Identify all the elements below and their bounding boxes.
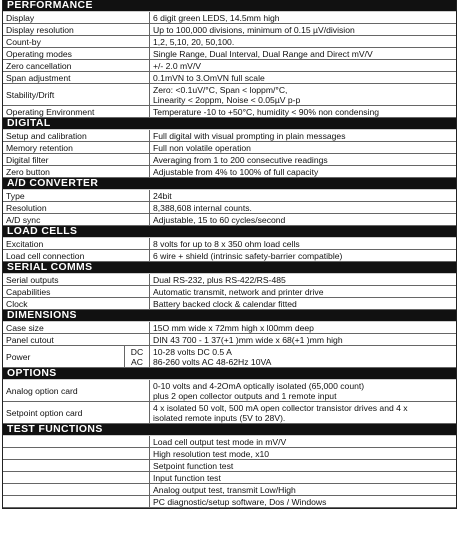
specification-table bbox=[2, 0, 457, 509]
spec-value: 6 wire + shield (intrinsic safety-barrier compatible) bbox=[153, 250, 343, 261]
spec-value-cell bbox=[150, 436, 456, 447]
spec-label: Capabilities bbox=[3, 286, 150, 297]
spec-value: Averaging from 1 to 200 consecutive readings bbox=[153, 154, 328, 165]
spec-value: 10-28 volts DC 0.5 A bbox=[153, 346, 232, 357]
spec-value-cell bbox=[150, 142, 456, 153]
spec-label: Setpoint option card bbox=[3, 402, 150, 423]
spec-value: DIN 43 700 - 1 37(+1 )mm wide x 68(+1 )mm high bbox=[153, 334, 343, 345]
spec-label: Clock bbox=[3, 298, 150, 309]
spec-value: +/- 2.0 mV/V bbox=[153, 60, 201, 71]
spec-value-cell bbox=[150, 214, 456, 225]
spec-row bbox=[3, 496, 456, 508]
spec-label: Operating Environment bbox=[3, 106, 150, 117]
spec-row bbox=[3, 472, 456, 484]
spec-row bbox=[3, 448, 456, 460]
spec-value-cell bbox=[150, 84, 456, 105]
spec-row bbox=[3, 238, 456, 250]
spec-value-cell bbox=[150, 448, 456, 459]
spec-value: Dual RS-232, plus RS-422/RS-485 bbox=[153, 274, 286, 285]
spec-value: 4 x isolated 50 volt, 500 mA open collector transistor drives and 4 x bbox=[153, 402, 408, 413]
spec-row bbox=[3, 380, 456, 402]
spec-value-cell bbox=[150, 190, 456, 201]
spec-sublabel: DC bbox=[130, 346, 144, 357]
spec-value: Load cell output test mode in mV/V bbox=[153, 436, 287, 447]
spec-label: Type bbox=[3, 190, 150, 201]
spec-value: Temperature -10 to +50°C, humidity < 90% non condensing bbox=[153, 106, 380, 117]
spec-row bbox=[3, 72, 456, 84]
spec-value: 6 digit green LEDS, 14.5mm high bbox=[153, 12, 280, 23]
spec-value: High resolution test mode, x10 bbox=[153, 448, 270, 459]
spec-value-cell bbox=[150, 202, 456, 213]
spec-value: Zero: <0.1uV/°C, Span < loppm/°C, bbox=[153, 84, 288, 95]
spec-label bbox=[3, 460, 150, 471]
spec-value: Full non volatile operation bbox=[153, 142, 251, 153]
spec-label: Power bbox=[6, 351, 31, 362]
spec-value-cell bbox=[150, 298, 456, 309]
spec-row bbox=[3, 286, 456, 298]
spec-row bbox=[3, 12, 456, 24]
spec-label: Operating modes bbox=[3, 48, 150, 59]
spec-row bbox=[3, 484, 456, 496]
spec-row bbox=[3, 36, 456, 48]
spec-value: Battery backed clock & calendar fitted bbox=[153, 298, 297, 309]
spec-row bbox=[3, 334, 456, 346]
spec-row bbox=[3, 436, 456, 448]
spec-value: Adjustable, 15 to 60 cycles/second bbox=[153, 214, 286, 225]
spec-value-cell bbox=[150, 154, 456, 165]
spec-value: 8,388,608 internal counts. bbox=[153, 202, 252, 213]
spec-value: 15O mm wide x 72mm high x l00mm deep bbox=[153, 322, 314, 333]
spec-value: Single Range, Dual Interval, Dual Range and Direct mV/V bbox=[153, 48, 373, 59]
spec-label: Panel cutout bbox=[3, 334, 150, 345]
spec-row bbox=[3, 142, 456, 154]
spec-row bbox=[3, 274, 456, 286]
section-header: PERFORMANCE bbox=[3, 0, 456, 12]
spec-value-cell bbox=[150, 274, 456, 285]
spec-row bbox=[3, 298, 456, 310]
spec-label: Span adjustment bbox=[3, 72, 150, 83]
spec-label: Setup and calibration bbox=[3, 130, 150, 141]
section-header: A/D CONVERTER bbox=[3, 178, 456, 190]
spec-value-cell bbox=[150, 322, 456, 333]
spec-row bbox=[3, 190, 456, 202]
section-header: OPTIONS bbox=[3, 368, 456, 380]
spec-row bbox=[3, 460, 456, 472]
spec-label: Load cell connection bbox=[3, 250, 150, 261]
spec-row bbox=[3, 402, 456, 424]
spec-label: Analog option card bbox=[3, 380, 150, 401]
spec-value: Up to 100,000 divisions, minimum of 0.15 µV/division bbox=[153, 24, 355, 35]
spec-label: Serial outputs bbox=[3, 274, 150, 285]
spec-value-cell bbox=[150, 334, 456, 345]
spec-label: A/D sync bbox=[3, 214, 150, 225]
spec-value-cell bbox=[150, 496, 456, 507]
spec-value-cell bbox=[150, 238, 456, 249]
spec-label: Digital filter bbox=[3, 154, 150, 165]
spec-row bbox=[3, 154, 456, 166]
spec-value: isolated remote inputs (5V to 28V). bbox=[153, 412, 286, 423]
spec-value: plus 2 open collector outputs and 1 remote input bbox=[153, 390, 337, 401]
spec-label: Resolution bbox=[3, 202, 150, 213]
spec-label: Display bbox=[3, 12, 150, 23]
spec-label-cell bbox=[3, 346, 150, 367]
spec-row bbox=[3, 202, 456, 214]
spec-row bbox=[3, 346, 456, 368]
section-header: LOAD CELLS bbox=[3, 226, 456, 238]
spec-value-cell bbox=[150, 484, 456, 495]
spec-value: Adjustable from 4% to 100% of full capacity bbox=[153, 166, 319, 177]
spec-label: Count-by bbox=[3, 36, 150, 47]
spec-row bbox=[3, 24, 456, 36]
spec-value-cell bbox=[150, 72, 456, 83]
spec-value-cell bbox=[150, 130, 456, 141]
spec-row bbox=[3, 250, 456, 262]
spec-row bbox=[3, 106, 456, 118]
spec-value: 8 volts for up to 8 x 350 ohm load cells bbox=[153, 238, 300, 249]
spec-value-cell bbox=[150, 48, 456, 59]
spec-label bbox=[3, 448, 150, 459]
spec-value-cell bbox=[150, 460, 456, 471]
spec-row bbox=[3, 48, 456, 60]
spec-label: Stability/Drift bbox=[3, 84, 150, 105]
spec-value: Setpoint function test bbox=[153, 460, 234, 471]
spec-value-cell bbox=[150, 250, 456, 261]
spec-value: Automatic transmit, network and printer drive bbox=[153, 286, 324, 297]
spec-sublabel-cell bbox=[124, 346, 149, 367]
spec-sublabel: AC bbox=[131, 356, 143, 367]
spec-value: 86-260 volts AC 48-62Hz 10VA bbox=[153, 356, 272, 367]
spec-value-cell bbox=[150, 36, 456, 47]
spec-label: Zero button bbox=[3, 166, 150, 177]
spec-value: Analog output test, transmit Low/High bbox=[153, 484, 296, 495]
spec-value: 0-10 volts and 4-2OmA optically isolated (65,000 count) bbox=[153, 380, 365, 391]
spec-value: 1,2, 5,10, 20, 50,100. bbox=[153, 36, 235, 47]
section-header: SERIAL COMMS bbox=[3, 262, 456, 274]
spec-value: PC diagnostic/setup software, Dos / Windows bbox=[153, 496, 327, 507]
spec-label bbox=[3, 484, 150, 495]
spec-label bbox=[3, 496, 150, 507]
spec-label: Memory retention bbox=[3, 142, 150, 153]
spec-value-cell bbox=[150, 12, 456, 23]
spec-label bbox=[3, 436, 150, 447]
spec-value-cell bbox=[150, 24, 456, 35]
section-header: TEST FUNCTIONS bbox=[3, 424, 456, 436]
spec-row bbox=[3, 322, 456, 334]
section-header: DIGITAL bbox=[3, 118, 456, 130]
spec-value-cell bbox=[150, 380, 456, 401]
spec-value-cell bbox=[150, 60, 456, 71]
spec-value-cell bbox=[150, 106, 456, 117]
spec-value: Input function test bbox=[153, 472, 221, 483]
spec-value: 24bit bbox=[153, 190, 172, 201]
spec-value-cell bbox=[150, 166, 456, 177]
spec-label: Zero cancellation bbox=[3, 60, 150, 71]
spec-row bbox=[3, 166, 456, 178]
spec-value: 0.1mVN to 3.OmVN full scale bbox=[153, 72, 265, 83]
spec-value-cell bbox=[150, 286, 456, 297]
spec-value: Full digital with visual prompting in plain messages bbox=[153, 130, 346, 141]
spec-row bbox=[3, 214, 456, 226]
spec-value-cell bbox=[150, 402, 456, 423]
spec-label bbox=[3, 472, 150, 483]
spec-value-cell bbox=[150, 472, 456, 483]
spec-row bbox=[3, 130, 456, 142]
spec-value-cell bbox=[150, 346, 456, 367]
spec-row bbox=[3, 60, 456, 72]
section-header: DIMENSIONS bbox=[3, 310, 456, 322]
spec-value: Linearity < 2oppm, Noise < 0.05µV p-p bbox=[153, 94, 301, 105]
spec-label: Display resolution bbox=[3, 24, 150, 35]
spec-row bbox=[3, 84, 456, 106]
spec-label: Case size bbox=[3, 322, 150, 333]
spec-label: Excitation bbox=[3, 238, 150, 249]
